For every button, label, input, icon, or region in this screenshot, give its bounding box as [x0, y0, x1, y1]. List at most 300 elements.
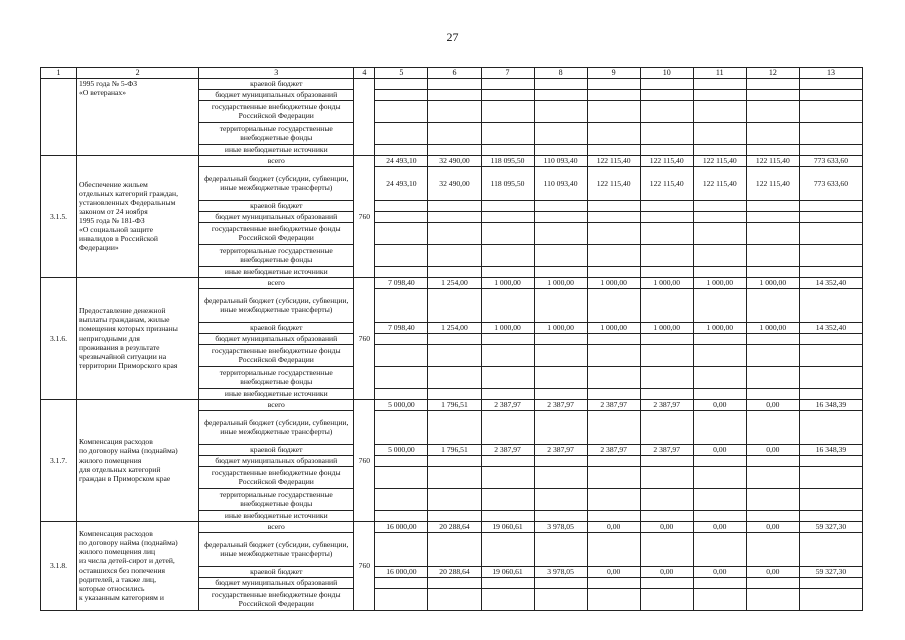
year-value-cell — [428, 222, 481, 244]
column-header: 11 — [693, 68, 746, 79]
year-value-cell: 0,00 — [587, 566, 640, 577]
year-value-cell — [375, 488, 428, 510]
program-funding-table — [40, 67, 863, 611]
year-value-cell — [428, 488, 481, 510]
year-value-cell — [587, 288, 640, 322]
funding-source: федеральный бюджет (субсидии, субвенции, иные межбюджетные трансферты) — [199, 532, 354, 566]
year-value-cell — [375, 288, 428, 322]
year-value-cell — [746, 244, 799, 266]
year-value-cell: 20 288,64 — [428, 566, 481, 577]
item-name-line: выплаты гражданам, жилые — [79, 315, 170, 325]
item-name-line: Федерации» — [79, 243, 119, 253]
year-value-cell — [693, 344, 746, 366]
year-value-cell — [534, 333, 587, 344]
year-value-cell — [375, 510, 428, 521]
year-value-cell: 110 093,40 — [534, 166, 587, 200]
year-value-cell: 118 095,50 — [481, 166, 534, 200]
year-value-cell: 2 387,97 — [587, 444, 640, 455]
funding-source: всего — [199, 277, 354, 288]
responsible-code: 760 — [354, 399, 375, 521]
responsible-code: 760 — [354, 277, 375, 399]
total-value-cell — [799, 333, 862, 344]
year-value-cell: 122 115,40 — [746, 155, 799, 166]
year-value-cell — [428, 577, 481, 588]
year-value-cell — [375, 244, 428, 266]
year-value-cell — [640, 577, 693, 588]
year-value-cell — [534, 488, 587, 510]
funding-source: краевой бюджет — [199, 78, 354, 89]
year-value-cell — [481, 144, 534, 155]
year-value-cell — [587, 488, 640, 510]
year-value-cell — [481, 333, 534, 344]
table-row — [41, 399, 863, 410]
year-value-cell — [587, 211, 640, 222]
year-value-cell — [428, 200, 481, 211]
year-value-cell — [746, 100, 799, 122]
item-number: 3.1.6. — [41, 277, 77, 399]
year-value-cell — [640, 122, 693, 144]
year-value-cell — [428, 288, 481, 322]
year-value-cell — [693, 588, 746, 610]
funding-source: иные внебюджетные источники — [199, 266, 354, 277]
year-value-cell — [534, 200, 587, 211]
year-value-cell — [534, 410, 587, 444]
funding-source: федеральный бюджет (субсидии, субвенции, иные межбюджетные трансферты) — [199, 410, 354, 444]
item-name-line: которые относились — [79, 583, 145, 593]
year-value-cell — [693, 488, 746, 510]
responsible-code: 760 — [354, 521, 375, 610]
total-value-cell: 16 348,39 — [799, 399, 862, 410]
item-name-line: Компенсация расходов — [79, 529, 153, 539]
year-value-cell — [693, 532, 746, 566]
item-name-line: проживания в результате — [79, 342, 160, 352]
year-value-cell — [428, 244, 481, 266]
year-value-cell — [746, 466, 799, 488]
year-value-cell — [587, 466, 640, 488]
column-header: 2 — [77, 68, 199, 79]
year-value-cell — [746, 388, 799, 399]
year-value-cell: 1 000,00 — [587, 322, 640, 333]
year-value-cell — [640, 78, 693, 89]
year-value-cell — [587, 200, 640, 211]
year-value-cell — [640, 388, 693, 399]
year-value-cell — [481, 510, 534, 521]
year-value-cell — [693, 510, 746, 521]
year-value-cell — [693, 577, 746, 588]
year-value-cell: 2 387,97 — [640, 444, 693, 455]
year-value-cell — [534, 288, 587, 322]
total-value-cell — [799, 588, 862, 610]
year-value-cell — [746, 510, 799, 521]
year-value-cell — [640, 222, 693, 244]
column-header: 6 — [428, 68, 481, 79]
item-name-line: «О ветеранах» — [79, 87, 127, 97]
year-value-cell: 2 387,97 — [534, 444, 587, 455]
year-value-cell — [746, 532, 799, 566]
column-header: 1 — [41, 68, 77, 79]
year-value-cell — [746, 455, 799, 466]
year-value-cell — [534, 344, 587, 366]
item-name — [77, 399, 199, 521]
year-value-cell: 0,00 — [693, 521, 746, 532]
funding-source: бюджет муниципальных образований — [199, 455, 354, 466]
item-name-line: к указанным категориям и — [79, 592, 164, 602]
year-value-cell — [375, 78, 428, 89]
year-value-cell — [534, 366, 587, 388]
year-value-cell: 19 060,61 — [481, 521, 534, 532]
year-value-cell — [640, 532, 693, 566]
year-value-cell — [640, 488, 693, 510]
item-name-line: Предоставление денежной — [79, 306, 166, 316]
item-name-line: жилого помещения лиц — [79, 547, 156, 557]
year-value-cell: 24 493,10 — [375, 166, 428, 200]
total-value-cell: 59 327,30 — [799, 566, 862, 577]
year-value-cell — [375, 100, 428, 122]
year-value-cell — [428, 466, 481, 488]
year-value-cell — [481, 211, 534, 222]
funding-source: федеральный бюджет (субсидии, субвенции, иные межбюджетные трансферты) — [199, 166, 354, 200]
year-value-cell: 7 098,40 — [375, 322, 428, 333]
year-value-cell: 16 000,00 — [375, 521, 428, 532]
year-value-cell — [428, 455, 481, 466]
funding-source: всего — [199, 399, 354, 410]
year-value-cell: 122 115,40 — [746, 166, 799, 200]
year-value-cell — [693, 288, 746, 322]
funding-source: иные внебюджетные источники — [199, 388, 354, 399]
year-value-cell — [746, 333, 799, 344]
year-value-cell — [481, 78, 534, 89]
year-value-cell — [534, 222, 587, 244]
year-value-cell — [640, 510, 693, 521]
year-value-cell — [640, 466, 693, 488]
year-value-cell — [428, 100, 481, 122]
year-value-cell — [746, 588, 799, 610]
year-value-cell: 1 000,00 — [640, 277, 693, 288]
year-value-cell — [587, 344, 640, 366]
year-value-cell — [746, 222, 799, 244]
year-value-cell: 122 115,40 — [640, 155, 693, 166]
total-value-cell — [799, 244, 862, 266]
responsible-code: 760 — [354, 155, 375, 277]
funding-source: территориальные государственные внебюджетные фонды — [199, 122, 354, 144]
year-value-cell — [375, 122, 428, 144]
year-value-cell — [534, 455, 587, 466]
year-value-cell — [534, 532, 587, 566]
item-name-line: отдельных категорий граждан, — [79, 188, 179, 198]
funding-source: бюджет муниципальных образований — [199, 577, 354, 588]
year-value-cell — [534, 244, 587, 266]
year-value-cell: 2 387,97 — [640, 399, 693, 410]
year-value-cell: 0,00 — [640, 566, 693, 577]
year-value-cell — [481, 410, 534, 444]
year-value-cell — [534, 100, 587, 122]
year-value-cell: 19 060,61 — [481, 566, 534, 577]
year-value-cell — [693, 200, 746, 211]
table-row — [41, 277, 863, 288]
item-name-line: помещения которых признаны — [79, 324, 178, 334]
year-value-cell — [746, 577, 799, 588]
year-value-cell — [375, 388, 428, 399]
year-value-cell: 3 978,05 — [534, 521, 587, 532]
year-value-cell — [375, 222, 428, 244]
year-value-cell — [534, 466, 587, 488]
total-value-cell — [799, 388, 862, 399]
year-value-cell — [428, 144, 481, 155]
year-value-cell — [481, 577, 534, 588]
year-value-cell — [428, 510, 481, 521]
year-value-cell — [587, 144, 640, 155]
year-value-cell — [481, 466, 534, 488]
total-value-cell — [799, 78, 862, 89]
funding-source: территориальные государственные внебюджетные фонды — [199, 366, 354, 388]
year-value-cell — [587, 333, 640, 344]
year-value-cell — [693, 211, 746, 222]
year-value-cell: 1 000,00 — [481, 277, 534, 288]
item-number: 3.1.7. — [41, 399, 77, 521]
page-number: 27 — [446, 30, 459, 44]
year-value-cell: 0,00 — [746, 521, 799, 532]
item-number — [41, 78, 77, 155]
year-value-cell — [375, 211, 428, 222]
year-value-cell — [375, 200, 428, 211]
year-value-cell — [640, 244, 693, 266]
total-value-cell: 14 352,40 — [799, 322, 862, 333]
item-number: 3.1.5. — [41, 155, 77, 277]
column-number-row — [41, 68, 863, 79]
year-value-cell: 0,00 — [693, 566, 746, 577]
year-value-cell: 1 000,00 — [534, 277, 587, 288]
year-value-cell — [587, 89, 640, 100]
funding-source: государственные внебюджетные фонды Российской Федерации — [199, 100, 354, 122]
table-row — [41, 521, 863, 532]
year-value-cell: 32 490,00 — [428, 155, 481, 166]
year-value-cell: 1 254,00 — [428, 322, 481, 333]
total-value-cell — [799, 89, 862, 100]
item-name-line: инвалидов в Российской — [79, 234, 158, 244]
year-value-cell — [587, 577, 640, 588]
year-value-cell: 2 387,97 — [587, 399, 640, 410]
year-value-cell — [375, 588, 428, 610]
year-value-cell — [640, 266, 693, 277]
year-value-cell — [534, 211, 587, 222]
year-value-cell: 122 115,40 — [640, 166, 693, 200]
year-value-cell — [375, 455, 428, 466]
total-value-cell — [799, 466, 862, 488]
year-value-cell — [534, 577, 587, 588]
total-value-cell: 773 633,60 — [799, 166, 862, 200]
year-value-cell — [693, 455, 746, 466]
funding-source: краевой бюджет — [199, 200, 354, 211]
year-value-cell — [428, 532, 481, 566]
year-value-cell: 1 000,00 — [481, 322, 534, 333]
funding-source: государственные внебюджетные фонды Российской Федерации — [199, 466, 354, 488]
total-value-cell — [799, 200, 862, 211]
year-value-cell: 1 796,51 — [428, 444, 481, 455]
item-name — [77, 521, 199, 610]
column-header: 8 — [534, 68, 587, 79]
year-value-cell — [587, 455, 640, 466]
year-value-cell — [587, 222, 640, 244]
year-value-cell — [428, 344, 481, 366]
year-value-cell — [428, 333, 481, 344]
total-value-cell — [799, 211, 862, 222]
total-value-cell — [799, 510, 862, 521]
column-header: 7 — [481, 68, 534, 79]
table-row — [41, 155, 863, 166]
year-value-cell: 1 000,00 — [693, 277, 746, 288]
year-value-cell — [746, 266, 799, 277]
year-value-cell — [481, 89, 534, 100]
total-value-cell — [799, 455, 862, 466]
year-value-cell: 2 387,97 — [481, 444, 534, 455]
funding-source: краевой бюджет — [199, 444, 354, 455]
year-value-cell — [375, 344, 428, 366]
year-value-cell — [428, 410, 481, 444]
funding-source: всего — [199, 521, 354, 532]
year-value-cell — [481, 488, 534, 510]
year-value-cell — [746, 366, 799, 388]
item-name-line: «О социальной защите — [79, 225, 153, 235]
funding-source: территориальные государственные внебюджетные фонды — [199, 488, 354, 510]
year-value-cell: 2 387,97 — [534, 399, 587, 410]
year-value-cell — [534, 78, 587, 89]
year-value-cell — [640, 89, 693, 100]
year-value-cell — [481, 122, 534, 144]
year-value-cell — [375, 532, 428, 566]
funding-source: федеральный бюджет (субсидии, субвенции, иные межбюджетные трансферты) — [199, 288, 354, 322]
year-value-cell — [746, 488, 799, 510]
item-name-line: из числа детей-сирот и детей, — [79, 556, 175, 566]
year-value-cell: 122 115,40 — [587, 155, 640, 166]
responsible-code — [354, 78, 375, 155]
year-value-cell — [481, 266, 534, 277]
year-value-cell — [587, 78, 640, 89]
year-value-cell: 122 115,40 — [587, 166, 640, 200]
year-value-cell — [481, 100, 534, 122]
item-name-line: для отдельных категорий — [79, 464, 161, 474]
year-value-cell: 32 490,00 — [428, 166, 481, 200]
year-value-cell: 5 000,00 — [375, 399, 428, 410]
year-value-cell — [640, 333, 693, 344]
funding-source: бюджет муниципальных образований — [199, 89, 354, 100]
year-value-cell: 20 288,64 — [428, 521, 481, 532]
column-header: 5 — [375, 68, 428, 79]
year-value-cell: 1 796,51 — [428, 399, 481, 410]
year-value-cell: 0,00 — [746, 444, 799, 455]
total-value-cell — [799, 144, 862, 155]
item-name-line: непригодными для — [79, 333, 140, 343]
year-value-cell: 1 000,00 — [693, 322, 746, 333]
total-value-cell — [799, 288, 862, 322]
year-value-cell — [375, 577, 428, 588]
item-name-line: жилого помещения — [79, 455, 142, 465]
year-value-cell — [693, 100, 746, 122]
year-value-cell — [375, 89, 428, 100]
year-value-cell — [375, 410, 428, 444]
year-value-cell — [481, 244, 534, 266]
total-value-cell: 14 352,40 — [799, 277, 862, 288]
year-value-cell — [746, 288, 799, 322]
column-header: 9 — [587, 68, 640, 79]
year-value-cell: 7 098,40 — [375, 277, 428, 288]
year-value-cell — [587, 588, 640, 610]
table-row — [41, 78, 863, 89]
year-value-cell: 122 115,40 — [693, 155, 746, 166]
year-value-cell: 3 978,05 — [534, 566, 587, 577]
year-value-cell — [587, 122, 640, 144]
year-value-cell — [481, 288, 534, 322]
year-value-cell — [428, 388, 481, 399]
year-value-cell — [693, 266, 746, 277]
total-value-cell — [799, 100, 862, 122]
funding-source: территориальные государственные внебюджетные фонды — [199, 244, 354, 266]
item-name-line: Обеспечение жильем — [79, 179, 148, 189]
year-value-cell: 1 000,00 — [587, 277, 640, 288]
funding-source: бюджет муниципальных образований — [199, 333, 354, 344]
year-value-cell: 16 000,00 — [375, 566, 428, 577]
year-value-cell — [587, 410, 640, 444]
year-value-cell — [534, 144, 587, 155]
year-value-cell — [640, 211, 693, 222]
item-name — [77, 78, 199, 155]
total-value-cell — [799, 488, 862, 510]
year-value-cell — [746, 211, 799, 222]
year-value-cell — [534, 588, 587, 610]
year-value-cell — [428, 266, 481, 277]
funding-source: государственные внебюджетные фонды Российской Федерации — [199, 588, 354, 610]
year-value-cell — [693, 122, 746, 144]
funding-source: государственные внебюджетные фонды Российской Федерации — [199, 222, 354, 244]
column-header: 3 — [199, 68, 354, 79]
year-value-cell — [640, 100, 693, 122]
year-value-cell: 5 000,00 — [375, 444, 428, 455]
funding-source: иные внебюджетные источники — [199, 510, 354, 521]
total-value-cell — [799, 344, 862, 366]
column-header: 13 — [799, 68, 862, 79]
total-value-cell: 16 348,39 — [799, 444, 862, 455]
item-name — [77, 155, 199, 277]
year-value-cell — [746, 410, 799, 444]
year-value-cell — [428, 211, 481, 222]
year-value-cell — [375, 333, 428, 344]
year-value-cell — [640, 344, 693, 366]
year-value-cell — [534, 266, 587, 277]
total-value-cell — [799, 266, 862, 277]
year-value-cell — [375, 144, 428, 155]
year-value-cell — [587, 244, 640, 266]
total-value-cell: 773 633,60 — [799, 155, 862, 166]
column-header: 4 — [354, 68, 375, 79]
year-value-cell — [693, 144, 746, 155]
year-value-cell — [481, 455, 534, 466]
year-value-cell — [693, 222, 746, 244]
column-header: 10 — [640, 68, 693, 79]
item-number: 3.1.8. — [41, 521, 77, 610]
year-value-cell — [481, 366, 534, 388]
total-value-cell — [799, 577, 862, 588]
year-value-cell — [746, 144, 799, 155]
year-value-cell — [640, 200, 693, 211]
total-value-cell — [799, 410, 862, 444]
year-value-cell — [534, 89, 587, 100]
year-value-cell — [640, 588, 693, 610]
year-value-cell — [481, 344, 534, 366]
item-name — [77, 277, 199, 399]
year-value-cell — [587, 388, 640, 399]
year-value-cell — [640, 455, 693, 466]
year-value-cell: 0,00 — [693, 444, 746, 455]
funding-source: краевой бюджет — [199, 322, 354, 333]
